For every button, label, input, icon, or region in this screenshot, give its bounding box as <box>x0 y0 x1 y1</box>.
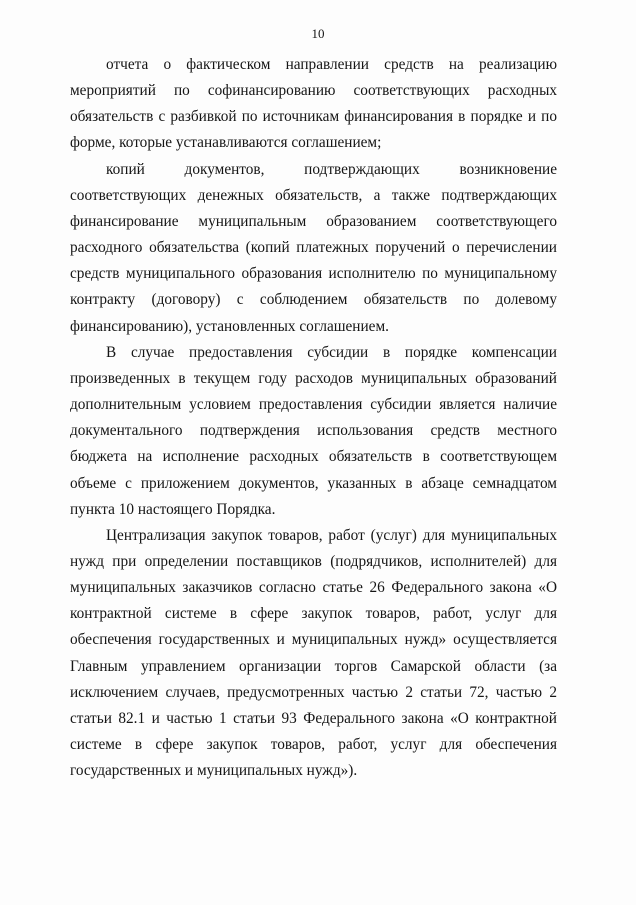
document-body <box>70 52 557 784</box>
paragraph-document-copies: копий документов, подтверждающих возникновение соответствующих денежных обязательств, а также подтверждающих финансирование муниципальным образованием соответствующего расходного обязательства (копий платежных поручений о перечислении средств муниципального образования исполнителю по муниципальному контракту (договору) с соблюдением обязательств по долевому финансированию), установленных соглашением. <box>70 160 557 335</box>
page-number: 10 <box>311 26 325 41</box>
paragraph-compensation-condition: В случае предоставления субсидии в порядке компенсации произведенных в текущем году расходов муниципальных образований дополнительным условием предоставления субсидии является наличие документального подтверждения использования средств местного бюджета на исполнение расходных обязательств в соответствующем объеме с приложением документов, указанных в абзаце семнадцатом пункта 10 настоящего Порядка. <box>70 343 557 518</box>
paragraph-report-form: отчета о фактическом направлении средств на реализацию мероприятий по софинансированию соответствующих расходных обязательств с разбивкой по источникам финансирования в порядке и по форме, которые устанавливаются соглашением; <box>70 56 557 152</box>
paragraph-procurement-centralization: Централизация закупок товаров, работ (услуг) для муниципальных нужд при определении поставщиков (подрядчиков, исполнителей) для муниципальных заказчиков согласно статье 26 Федерального закона «О контрактной системе в сфере закупок товаров, работ, услуг для обеспечения государственных и муниципальных нужд» осуществляется Главным управлением организации торгов Самарской области (за исключением случаев, предусмотренных частью 2 статьи 72, частью 2 статьи 82.1 и частью 1 статьи 93 Федерального закона «О контрактной системе в сфере закупок товаров, работ, услуг для обеспечения государственных и муниципальных нужд»). <box>70 526 557 780</box>
